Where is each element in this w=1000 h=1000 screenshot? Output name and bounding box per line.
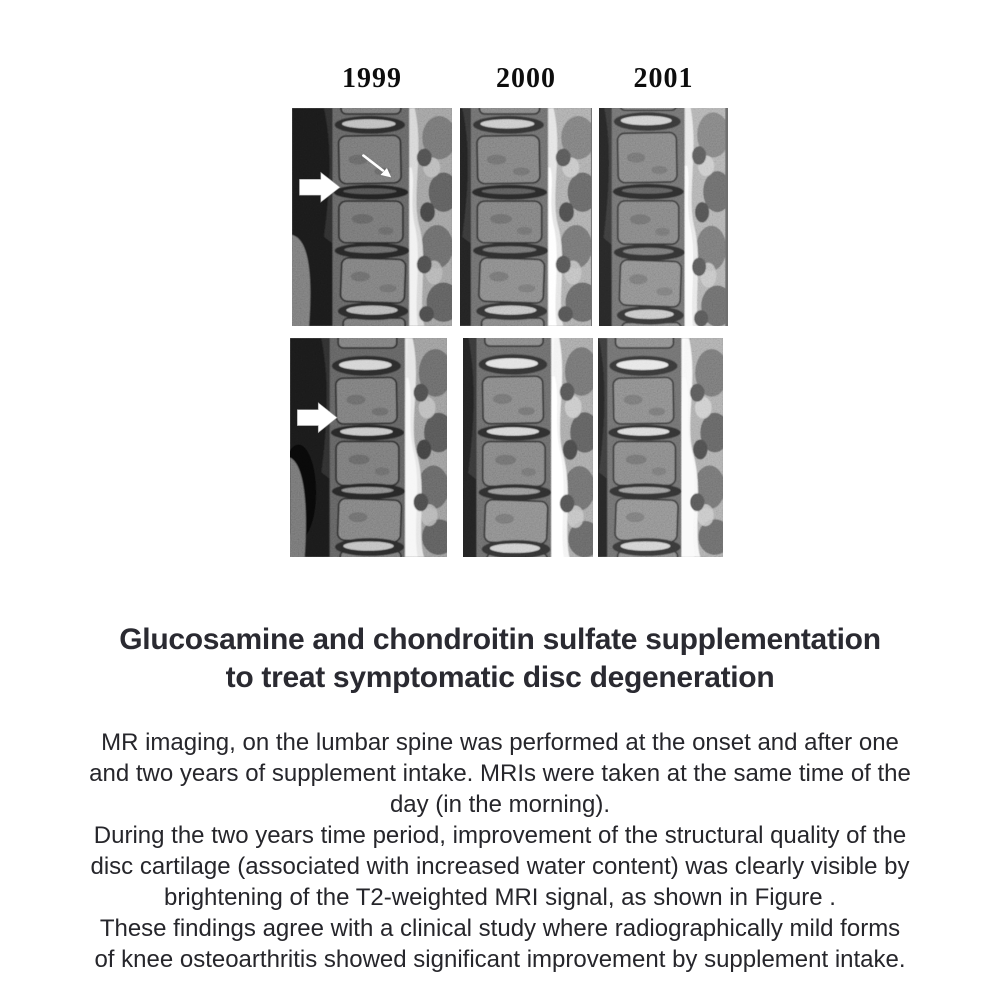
paragraph-2 [0,820,1000,913]
year-label-1999: 1999 [342,63,402,94]
text-line: These findings agree with a clinical study where radiographically mild forms [99,915,901,942]
paragraph-3 [0,913,1000,975]
title-line-1: Glucosamine and chondroitin sulfate supplementation [119,623,881,656]
text-line: During the two years time period, improvement of the structural quality of the [93,822,907,849]
mri-figure [292,63,728,557]
paragraph-1 [0,727,1000,820]
mri-panel-row1-2000 [460,108,592,326]
mri-panel-row2-1999 [290,338,447,557]
mri-grid-row-2 [292,338,728,557]
year-label-2000: 2000 [496,63,556,94]
mri-panel-row2-2001 [598,338,723,557]
page [0,63,1000,975]
year-labels-row [292,63,728,95]
text-line: disc cartilage (associated with increased water content) was clearly visible by [90,853,910,880]
text-line: day (in the morning). [389,791,611,818]
mri-panel-row1-2001 [599,108,728,326]
mri-grid-row-1 [292,108,728,326]
text-line: brightening of the T2-weighted MRI signal, as shown in Figure . [164,884,836,911]
description-text [0,727,1000,975]
text-line: of knee osteoarthritis showed significant improvement by supplement intake. [94,946,906,973]
text-line: MR imaging, on the lumbar spine was performed at the onset and after one [101,729,899,756]
text-line: and two years of supplement intake. MRIs were taken at the same time of the [89,760,911,787]
year-label-2001: 2001 [633,63,694,94]
page-title [0,621,1000,697]
mri-panel-row1-1999 [292,108,452,326]
title-line-2: to treat symptomatic disc degeneration [225,661,775,694]
mri-panel-row2-2000 [463,338,593,557]
